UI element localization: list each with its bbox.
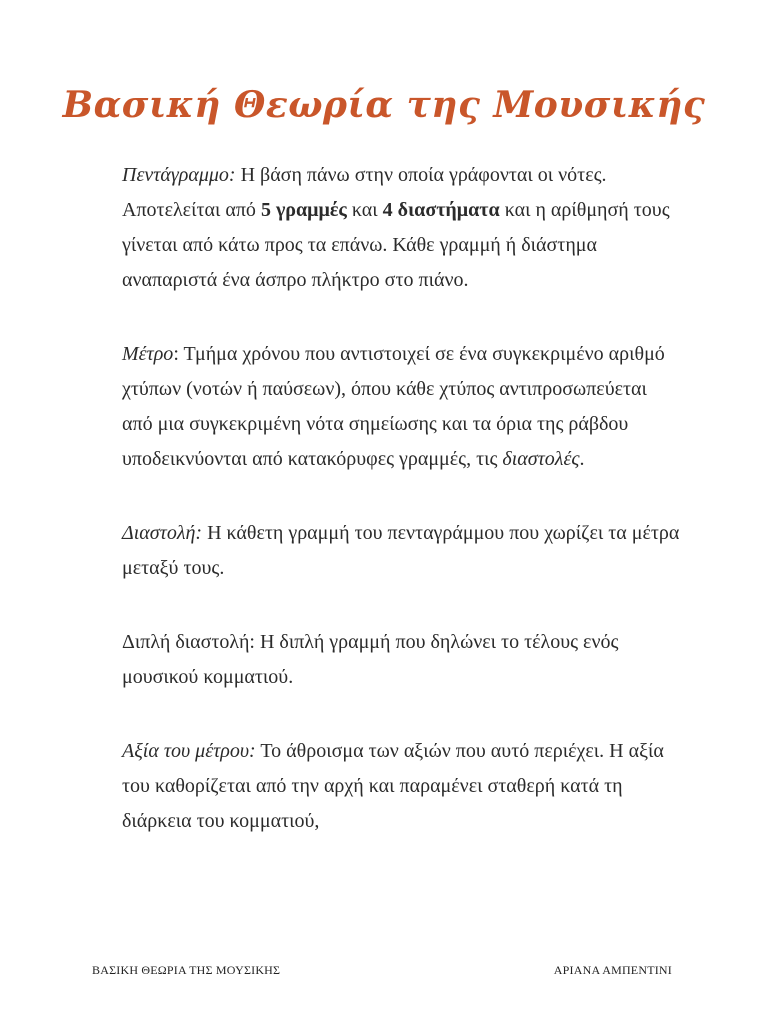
term-barline: Διαστολή: [122,522,203,544]
paragraph-text: Διπλή διαστολή: Η διπλή γραμμή που δηλώνει το τέλους ενός μουσικού κομματιού. [122,631,619,688]
paragraph-pentagram [122,158,682,298]
bold-spaces: 4 διαστήματα [382,199,500,221]
footer-author: ΑΡΙΑΝΑ ΑΜΠΕΝΤΙΝΙ [553,963,672,977]
italic-barlines: διαστολές [502,448,580,470]
term-measure: Μέτρο [122,343,174,365]
paragraph-text: και η αρίθμησή τους γίνεται από κάτω προς τα επάνω. Κάθε γραμμή ή διάστημα αναπαριστά ένα άσπρο πλήκτρο στο πιάνο. [122,199,670,291]
paragraph-measure-value [122,734,682,839]
paragraph-barline [122,516,682,586]
paragraph-text: Η κάθετη γραμμή του πενταγράμμου που χωρίζει τα μέτρα μεταξύ τους. [122,522,680,579]
footer-document-title: ΒΑΣΙΚΗ ΘΕΩΡΙΑ ΤΗΣ ΜΟΥΣΙΚΗΣ [92,963,281,977]
paragraph-text: και [346,199,383,221]
paragraph-text: : Τμήμα χρόνου που αντιστοιχεί σε ένα συγκεκριμένο αριθμό χτύπων (νοτών ή παύσεων), όπου κάθε χτύπος αντιπροσωπεύεται από μια συγκεκριμένη νότα σημείωσης και τα όρια της ράβδου υποδεικνύονται από κατακόρυφες γραμμές, τις [122,343,665,470]
paragraph-text: Το άθροισμα των αξιών που αυτό περιέχει. Η αξία του καθορίζεται από την αρχή και παραμένει σταθερή κατά τη διάρκεια του κομματιού, [122,740,664,832]
term-measure-value: Αξία του μέτρου: [122,740,256,762]
term-pentagram: Πεντάγραμμο: [122,164,236,186]
paragraph-text: Η βάση πάνω στην οποία γράφονται οι νότες. Αποτελείται από [122,164,607,221]
page-title: Βασική Θεωρία της Μουσικής [62,84,706,126]
paragraph-double-barline [122,625,682,695]
document-body [122,158,682,878]
paragraph-text: . [579,448,585,470]
paragraph-measure [122,337,682,477]
bold-lines: 5 γραμμές [260,199,347,221]
